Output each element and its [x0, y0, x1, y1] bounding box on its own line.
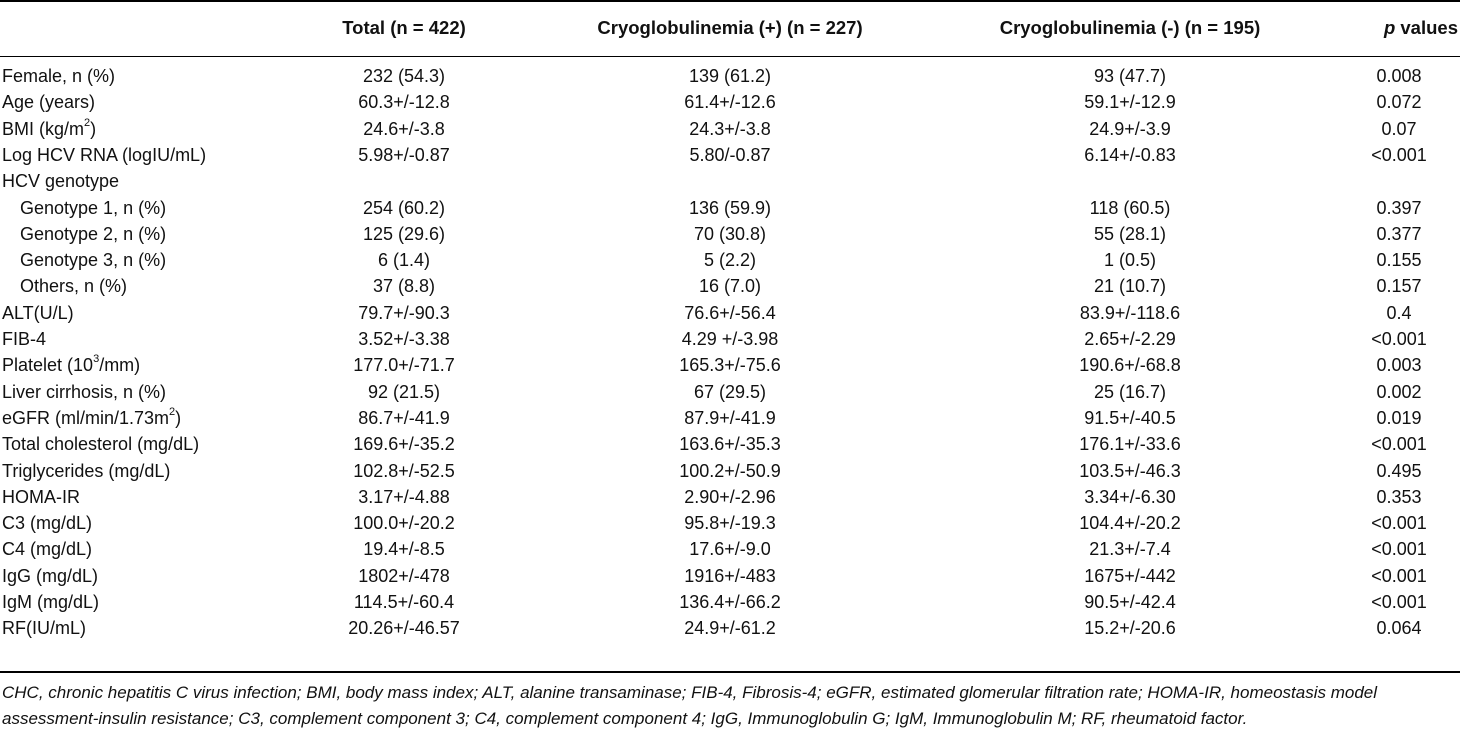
cell-total: 169.6+/-35.2 [353, 434, 455, 455]
cell-cryo-negative: 176.1+/-33.6 [1079, 434, 1181, 455]
row-label-text: Others, n (%) [20, 276, 128, 297]
cell-cryo-positive: 16 (7.0) [698, 276, 762, 297]
cell-cryo-positive: 4.29 +/-3.98 [681, 329, 779, 349]
cell-cryo-positive: 1916+/-483 [684, 565, 776, 586]
row-label-text: Genotype 2, n (%) [20, 223, 167, 244]
row-label [20, 195, 166, 221]
table-row [0, 510, 1460, 536]
table-row [0, 379, 1460, 405]
row-label-text: Total cholesterol (mg/dL) [2, 434, 200, 455]
cell-cryo-positive: 136 (59.9) [688, 197, 772, 218]
cell-cryo-negative: 59.1+/-12.9 [1084, 92, 1176, 113]
cell-cryo-positive: 87.9+/-41.9 [684, 407, 776, 428]
cell-cryo-positive: 24.3+/-3.8 [689, 118, 771, 139]
cell-cryo-negative: 118 (60.5) [1089, 197, 1171, 218]
row-label [2, 431, 199, 457]
table-row [0, 89, 1460, 115]
cell-cryo-negative: 21.3+/-7.4 [1089, 539, 1171, 560]
cell-p-value: 0.003 [1376, 355, 1422, 376]
table-row [0, 247, 1460, 273]
cell-total: 19.4+/-8.5 [363, 539, 445, 560]
row-label [20, 273, 127, 299]
cell-total: 100.0+/-20.2 [353, 513, 455, 534]
cell-p-value: 0.4 [1386, 302, 1412, 323]
row-label-text: eGFR (ml/min/1.73m [2, 407, 170, 428]
row-label-text: IgG (mg/dL) [2, 565, 99, 586]
cell-cryo-negative: 190.6+/-68.8 [1079, 355, 1181, 376]
row-label [2, 615, 86, 641]
row-label [2, 484, 80, 510]
cell-p-value: 0.397 [1376, 197, 1422, 218]
cell-cryo-positive: 70 (30.8) [693, 223, 767, 244]
table-row [0, 142, 1460, 168]
table-row [0, 352, 1460, 378]
table-footnote: CHC, chronic hepatitis C virus infection; BMI, body mass index; ALT, alanine transaminase; FIB-4, Fibrosis-4; eGFR, estimated glomerular filtration rate; HOMA-IR, homeostasis model assessment-insulin resistance; C3, complement component 3; C4, complement component 4; IgG, Immunoglobulin G; IgM, Immunoglobulin M; RF, rheumatoid factor. [2, 683, 1377, 728]
row-label-text: Log HCV RNA (logIU/mL) [2, 144, 207, 165]
table-row [0, 563, 1460, 589]
cell-cryo-negative: 6.14+/-0.83 [1084, 144, 1176, 165]
row-label-superscript: 3 [93, 353, 100, 366]
row-label [2, 563, 98, 589]
row-label-text: Triglycerides (mg/dL) [2, 460, 171, 481]
row-label-text: IgM (mg/dL) [2, 592, 100, 612]
cell-p-value: <0.001 [1371, 592, 1427, 612]
cell-cryo-positive: 136.4+/-66.2 [679, 592, 781, 612]
table-row [0, 168, 1460, 194]
table-row [0, 116, 1460, 142]
row-label [2, 379, 166, 405]
cell-total: 60.3+/-12.8 [358, 92, 450, 113]
cell-cryo-positive: 163.6+/-35.3 [679, 434, 781, 455]
cell-cryo-negative: 3.34+/-6.30 [1084, 486, 1176, 507]
cell-total: 1802+/-478 [358, 565, 450, 586]
table-row [0, 536, 1460, 562]
cell-cryo-negative: 90.5+/-42.4 [1084, 592, 1176, 612]
row-label [2, 405, 181, 431]
cell-total: 20.26+/-46.57 [348, 618, 460, 639]
cell-total: 177.0+/-71.7 [353, 355, 455, 376]
row-label [2, 300, 74, 326]
row-label-text: ALT(U/L) [2, 302, 74, 323]
table-row [0, 615, 1460, 641]
row-label [2, 458, 170, 484]
cell-cryo-positive: 95.8+/-19.3 [684, 513, 776, 534]
cell-cryo-negative: 24.9+/-3.9 [1089, 118, 1171, 139]
cell-cryo-positive: 76.6+/-56.4 [684, 302, 776, 323]
row-label-text: Genotype 1, n (%) [20, 197, 167, 218]
table-bottom-rule [0, 671, 1460, 673]
table-header-row [0, 13, 1460, 43]
table-row [0, 405, 1460, 431]
row-label-text: Age (years) [2, 92, 96, 113]
row-label [20, 221, 166, 247]
cell-cryo-positive: 100.2+/-50.9 [679, 460, 781, 481]
row-label-superscript: 2 [169, 405, 176, 418]
cell-cryo-negative: 103.5+/-46.3 [1079, 460, 1181, 481]
row-label-text: Genotype 3, n (%) [20, 250, 167, 271]
cell-cryo-positive: 5 (2.2) [703, 250, 757, 271]
cell-cryo-positive: 5.80/-0.87 [689, 144, 771, 165]
cell-cryo-negative: 25 (16.7) [1093, 381, 1167, 402]
table-row [0, 326, 1460, 352]
cell-total: 79.7+/-90.3 [358, 302, 450, 323]
row-label-text: HCV genotype [2, 171, 120, 192]
table-row [0, 300, 1460, 326]
cell-cryo-positive: 67 (29.5) [693, 381, 767, 402]
row-label-suffix: ) [90, 118, 97, 139]
cell-p-value: <0.001 [1371, 565, 1427, 586]
header-cryo-positive: Cryoglobulinemia (+) (n = 227) [597, 17, 863, 38]
cell-cryo-negative: 93 (47.7) [1093, 66, 1167, 86]
cell-total: 37 (8.8) [372, 276, 436, 297]
table-row [0, 273, 1460, 299]
row-label [2, 589, 99, 615]
cell-p-value: 0.064 [1376, 618, 1422, 639]
cell-p-value: 0.377 [1376, 223, 1422, 244]
cell-cryo-negative: 1 (0.5) [1103, 250, 1157, 271]
cell-cryo-positive: 165.3+/-75.6 [679, 355, 781, 376]
cell-p-value: 0.353 [1376, 486, 1422, 507]
cell-p-value: <0.001 [1371, 329, 1427, 349]
cell-p-value: <0.001 [1371, 144, 1427, 165]
table-row [0, 221, 1460, 247]
row-label-suffix: /mm) [99, 355, 141, 376]
row-label [2, 142, 206, 168]
cell-cryo-negative: 83.9+/-118.6 [1079, 302, 1181, 323]
row-label [2, 63, 115, 89]
row-label-text: Female, n (%) [2, 66, 116, 86]
cell-cryo-negative: 2.65+/-2.29 [1084, 329, 1176, 349]
cell-p-value: <0.001 [1371, 434, 1427, 455]
cell-p-value: 0.495 [1376, 460, 1422, 481]
cell-total: 102.8+/-52.5 [353, 460, 455, 481]
cell-p-value: 0.002 [1376, 381, 1422, 402]
cell-total: 92 (21.5) [367, 381, 441, 402]
cell-cryo-negative: 1675+/-442 [1084, 565, 1176, 586]
row-label-text: Platelet (10 [2, 355, 94, 376]
table-header-rule [0, 56, 1460, 57]
row-label-text: RF(IU/mL) [2, 618, 86, 639]
table-top-rule [0, 0, 1460, 2]
cell-total: 254 (60.2) [362, 197, 446, 218]
cell-total: 5.98+/-0.87 [358, 144, 450, 165]
cell-p-value: 0.019 [1376, 407, 1422, 428]
row-label-text: HOMA-IR [2, 486, 80, 507]
cell-total: 3.52+/-3.38 [358, 329, 450, 349]
cell-total: 24.6+/-3.8 [363, 118, 445, 139]
cell-p-value: 0.157 [1376, 276, 1422, 297]
cell-p-value: 0.072 [1376, 92, 1422, 113]
cell-total: 86.7+/-41.9 [358, 407, 450, 428]
table-row [0, 484, 1460, 510]
cell-total: 125 (29.6) [362, 223, 446, 244]
header-total: Total (n = 422) [342, 17, 466, 38]
cell-total: 3.17+/-4.88 [358, 486, 450, 507]
cell-cryo-positive: 24.9+/-61.2 [684, 618, 776, 639]
cell-total: 6 (1.4) [377, 250, 431, 271]
row-label-superscript: 2 [84, 116, 91, 129]
cell-cryo-negative: 21 (10.7) [1093, 276, 1167, 297]
row-label-text: C3 (mg/dL) [2, 513, 93, 534]
table-row [0, 195, 1460, 221]
table-row [0, 431, 1460, 457]
row-label [2, 116, 96, 142]
cell-cryo-negative: 15.2+/-20.6 [1084, 618, 1176, 639]
table-row [0, 63, 1460, 89]
row-label [2, 326, 46, 352]
row-label [2, 89, 95, 115]
row-label [2, 168, 119, 194]
cell-cryo-positive: 139 (61.2) [688, 66, 772, 86]
cell-total: 232 (54.3) [362, 66, 446, 86]
row-label [2, 536, 92, 562]
cell-cryo-negative: 55 (28.1) [1093, 223, 1167, 244]
cell-p-value: <0.001 [1371, 539, 1427, 560]
header-p-values [1300, 13, 1458, 43]
row-label-suffix: ) [175, 407, 182, 428]
cell-cryo-negative: 104.4+/-20.2 [1079, 513, 1181, 534]
table-row [0, 458, 1460, 484]
cell-p-value: 0.155 [1376, 250, 1422, 271]
header-values-word: values [1395, 17, 1458, 38]
row-label [2, 510, 92, 536]
header-p-letter: p [1383, 17, 1396, 38]
row-label [2, 352, 140, 378]
cell-p-value: <0.001 [1371, 513, 1427, 534]
cell-cryo-positive: 17.6+/-9.0 [689, 539, 771, 560]
cell-cryo-positive: 61.4+/-12.6 [684, 92, 776, 113]
table-row [0, 589, 1460, 615]
cell-total: 114.5+/-60.4 [353, 592, 455, 612]
row-label-text: Liver cirrhosis, n (%) [2, 381, 167, 402]
row-label-text: FIB-4 [2, 329, 47, 349]
row-label-text: C4 (mg/dL) [2, 539, 93, 560]
cell-p-value: 0.07 [1381, 118, 1417, 139]
cell-p-value: 0.008 [1376, 66, 1422, 86]
cell-cryo-positive: 2.90+/-2.96 [684, 486, 776, 507]
header-cryo-negative: Cryoglobulinemia (-) (n = 195) [999, 17, 1261, 38]
cell-cryo-negative: 91.5+/-40.5 [1084, 407, 1176, 428]
row-label-text: BMI (kg/m [2, 118, 85, 139]
row-label [20, 247, 166, 273]
